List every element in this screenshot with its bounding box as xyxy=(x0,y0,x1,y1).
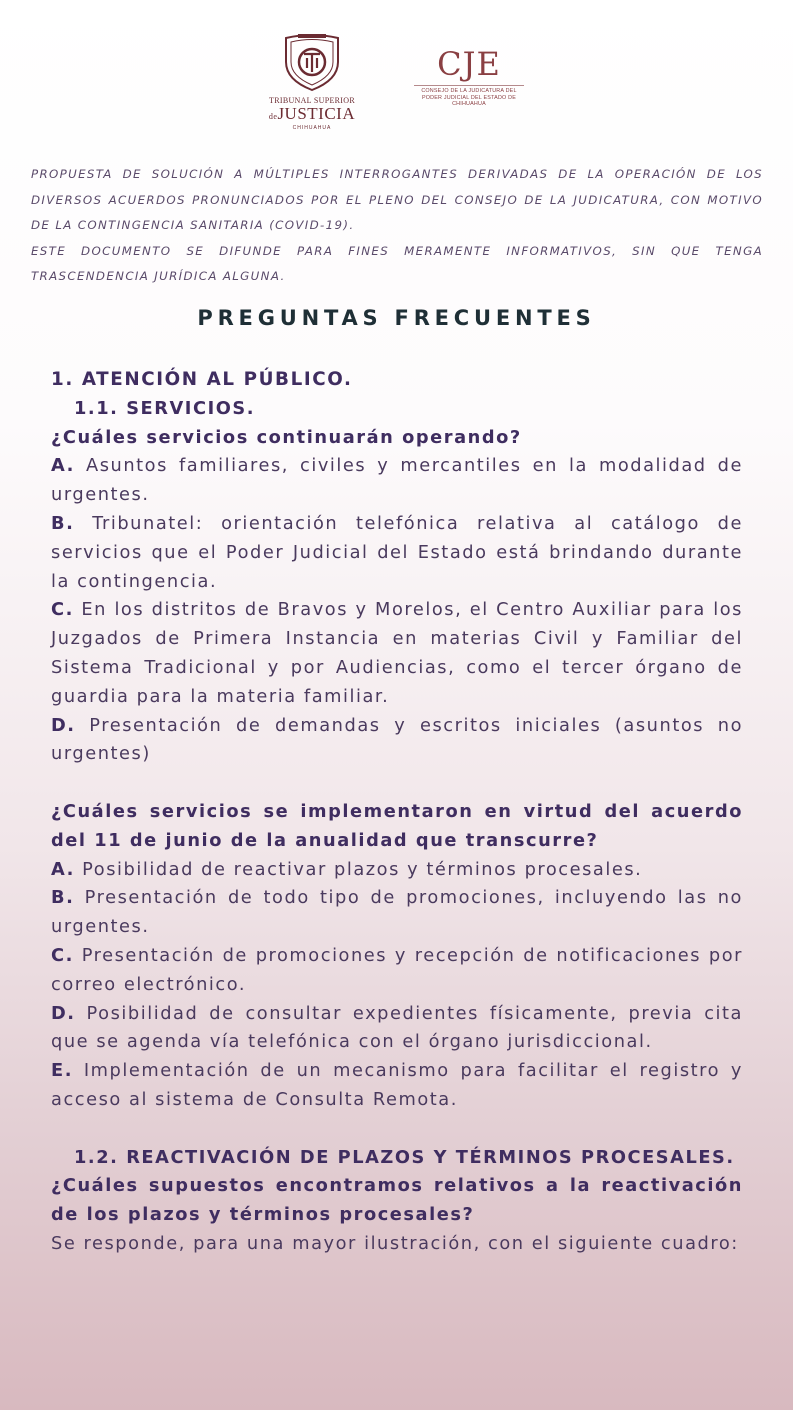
subsection-heading-reactivation: 1.2. REACTIVACIÓN DE PLAZOS Y TÉRMINOS PROCESALES. xyxy=(74,1146,735,1168)
header-logos xyxy=(0,32,793,131)
answer-text: Se responde, para una mayor ilustración, con el siguiente cuadro: xyxy=(51,1232,739,1254)
answer-item: C. En los distritos de Bravos y Morelos, el Centro Auxiliar para los Juzgados de Primera Instancia en materias Civil y Familiar del Sistema Tradicional y por Audiencias, como el tercer órgano de guardia para la materia familiar. xyxy=(51,599,743,707)
cje-subtitle-2: PODER JUDICIAL DEL ESTADO DE CHIHUAHUA xyxy=(421,94,517,107)
subsection-heading-services: 1.1. SERVICIOS. xyxy=(74,397,256,419)
answer-item: B. Tribunatel: orientación telefónica relativa al catálogo de servicios que el Poder Judicial del Estado está brindando durante la contingencia. xyxy=(51,512,743,592)
spacer xyxy=(51,1115,743,1144)
answer-item: D. Posibilidad de consultar expedientes físicamente, previa cita que se agenda vía telefónica con el órgano jurisdiccional. xyxy=(51,1002,743,1053)
intro-paragraph-1: PROPUESTA DE SOLUCIÓN A MÚLTIPLES INTERROGANTES DERIVADAS DE LA OPERACIÓN DE LOS DIVERSOS ACUERDOS PRONUNCIADOS POR EL PLENO DEL CONSEJO DE LA JUDICATURA, CON MOTIVO DE LA CONTINGENCIA SANITARIA (COVID-19). xyxy=(31,167,763,233)
intro-paragraph-2: ESTE DOCUMENTO SE DIFUNDE PARA FINES MERAMENTE INFORMATIVOS, SIN QUE TENGA TRASCENDENCIA JURÍDICA ALGUNA. xyxy=(31,243,763,284)
answer-item: A. Asuntos familiares, civiles y mercantiles en la modalidad de urgentes. xyxy=(51,455,743,506)
tsj-line1: TRIBUNAL SUPERIOR xyxy=(269,96,355,105)
cje-logo xyxy=(410,46,528,106)
intro-disclaimer xyxy=(31,162,763,290)
answer-item: C. Presentación de promociones y recepción de notificaciones por correo electrónico. xyxy=(51,944,743,995)
spacer xyxy=(51,769,743,798)
cje-letters: CJE xyxy=(437,45,501,83)
answer-item: B. Presentación de todo tipo de promociones, incluyendo las no urgentes. xyxy=(51,887,743,938)
cje-subtitle-1: CONSEJO DE LA JUDICATURA DEL xyxy=(421,88,517,94)
answer-item: D. Presentación de demandas y escritos iniciales (asuntos no urgentes) xyxy=(51,714,743,765)
question-3: ¿Cuáles supuestos encontramos relativos a la reactivación de los plazos y términos procesales? xyxy=(51,1175,743,1226)
question-1: ¿Cuáles servicios continuarán operando? xyxy=(51,426,522,448)
answer-item: A. Posibilidad de reactivar plazos y términos procesales. xyxy=(51,858,643,880)
tsj-state: CHIHUAHUA xyxy=(292,125,332,131)
faq-content xyxy=(51,366,743,1259)
tsj-name: deJUSTICIA xyxy=(268,104,356,123)
answer-item: E. Implementación de un mecanismo para facilitar el registro y acceso al sistema de Consulta Remota. xyxy=(51,1060,743,1110)
question-2: ¿Cuáles servicios se implementaron en virtud del acuerdo del 11 de junio de la anualidad que transcurre? xyxy=(51,800,743,851)
shield-emblem-icon xyxy=(268,32,356,92)
cje-divider xyxy=(414,85,524,86)
page-title: PREGUNTAS FRECUENTES xyxy=(197,306,596,330)
section-heading: 1. ATENCIÓN AL PÚBLICO. xyxy=(51,369,353,390)
tsj-logo xyxy=(268,32,356,131)
